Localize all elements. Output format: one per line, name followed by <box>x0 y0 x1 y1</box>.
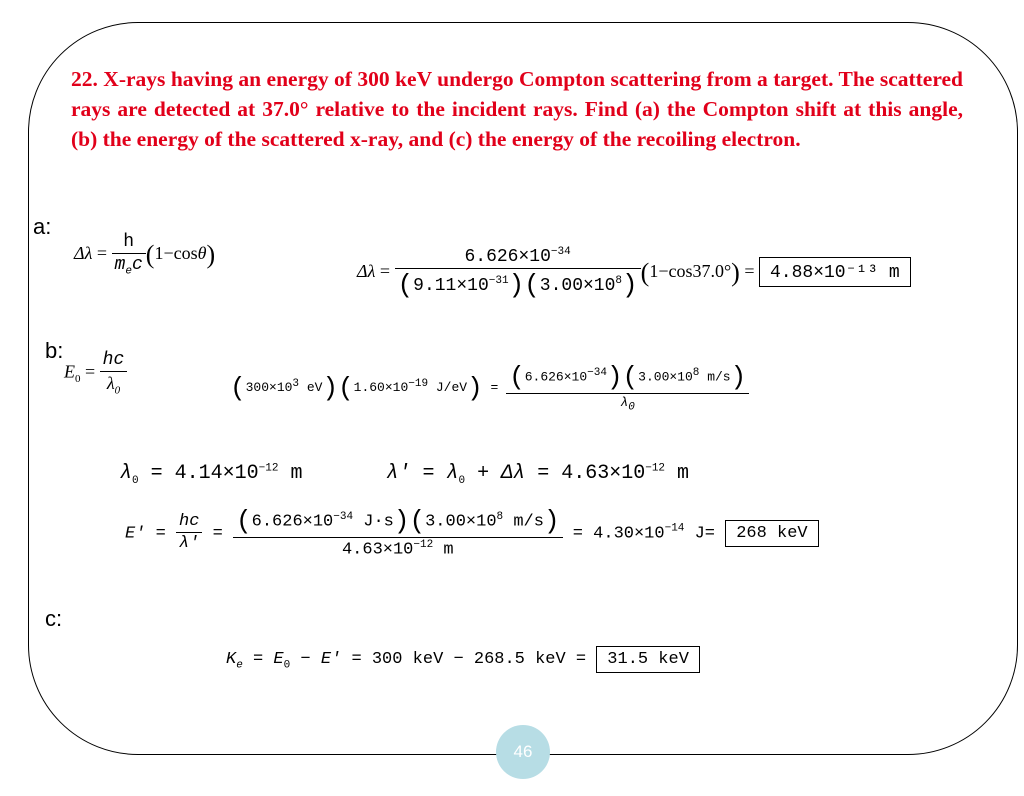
calc-initial-wavelength: ($300\times 10^3$ $eV)(1.60\times 10^{-19}$ J/eV) = $\frac{(6.626\times 10^{-34})(3.00\times 10^8 m/s)}{\lambda_0}$ <box>230 362 749 414</box>
part-c-label: c: <box>45 606 63 631</box>
answer-a-box: 4.88×10⁻¹³ m <box>759 257 911 287</box>
formula-photon-energy: $E_0$ = $\frac{hc}{\lambda_0}$ <box>64 350 127 397</box>
calc-electron-energy: $K_e = E_0 - E' = 300$ keV − 268.5 keV = 31.5 keV <box>226 646 700 673</box>
answer-b-box: 268 keV <box>725 520 818 547</box>
answer-c-box: 31.5 keV <box>596 646 700 673</box>
problem-statement: 22. X-rays having an energy of 300 keV undergo Compton scattering from a target. The scattered rays are detected at 37.0° relative to the incident rays. Find (a) the Compton shift at this angle, (b) the energy of the scattered x-ray, and (c) the energy of the recoiling electron. <box>71 67 963 151</box>
calc-compton-shift: Δλ = $\frac{6.626\times 10^{-34}}{(9.11\times 10^{-31})(3.00\times 10^8)}$ (1−cos37.0°) = 4.88×10⁻¹³ m <box>357 246 911 300</box>
calc-scattered-energy: E′ = $\frac{hc}{\lambda'}$ = $\frac{(6.626\times 10^{-34} J\cdot s)(3.00\times 10^8 m/s)}{4.63\times 10^{-12} m}$ = $4.30\times 10^{-14}$ J= 268 keV <box>125 506 819 560</box>
result-wavelengths: $\lambda_0 = 4.14\times 10^{-12}$ m $\lambda' = \lambda_0 + \Delta\lambda = 4.63\times 10^{-12}$ m <box>120 462 690 487</box>
part-b-label: b: <box>45 338 64 363</box>
page-number-badge: 46 <box>496 725 550 779</box>
part-a-label: a: <box>33 214 52 239</box>
formula-compton-shift: Δλ = $\frac{h}{m_ec}$ (1−cosθ) <box>74 232 216 278</box>
